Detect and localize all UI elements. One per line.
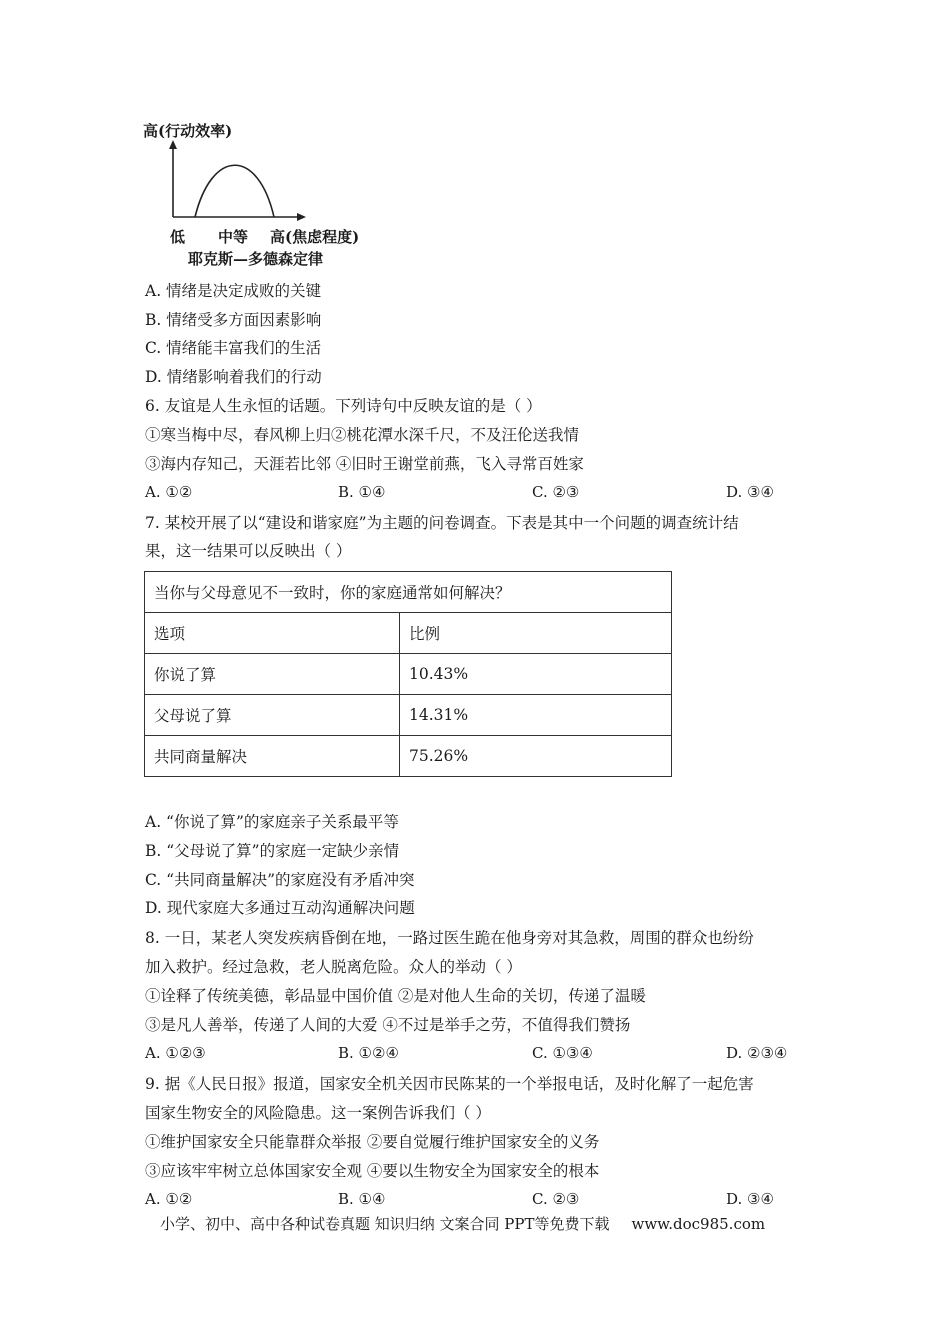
- q9-statement-2: ③应该牢牢树立总体国家安全观 ④要以生物安全为国家安全的根本: [145, 1162, 600, 1180]
- q9-stem-line2: 国家生物安全的风险隐患。这一案例告诉我们（ ）: [145, 1104, 491, 1122]
- page-footer: [160, 1213, 765, 1234]
- q6-statement-2: ③海内存知己，天涯若比邻 ④旧时王谢堂前燕，飞入寻常百姓家: [145, 455, 584, 473]
- q8-options: [145, 1044, 805, 1064]
- q8-stem-line2: 加入救护。经过急救，老人脱离危险。众人的举动（ ）: [145, 958, 522, 976]
- q5-option-d: D. 情绪影响着我们的行动: [145, 368, 322, 386]
- q5-option-b: B. 情绪受多方面因素影响: [145, 311, 322, 329]
- q8-option-b: B. ①②④: [338, 1044, 399, 1062]
- q9-option-d: D. ③④: [726, 1190, 774, 1208]
- q7-stem-line2: 果，这一结果可以反映出（ ）: [145, 542, 352, 560]
- row-option: 你说了算: [145, 654, 400, 695]
- q9-option-c: C. ②③: [532, 1190, 580, 1208]
- q9-stem-line1: 9. 据《人民日报》报道，国家安全机关因市民陈某的一个举报电话，及时化解了一起危害: [145, 1075, 754, 1093]
- q7-option-b: B. “父母说了算”的家庭一定缺少亲情: [145, 842, 400, 860]
- q7-option-a: A. “你说了算”的家庭亲子关系最平等: [145, 813, 399, 831]
- q8-stem-line1: 8. 一日，某老人突发疾病昏倒在地，一路过医生跪在他身旁对其急救，周围的群众也纷纷: [145, 929, 754, 947]
- table-row: [145, 695, 672, 736]
- q9-option-b: B. ①④: [338, 1190, 386, 1208]
- q6-option-a: A. ①②: [145, 483, 193, 501]
- q9-statement-1: ①维护国家安全只能靠群众举报 ②要自觉履行维护国家安全的义务: [145, 1133, 600, 1151]
- q8-option-d: D. ②③④: [726, 1044, 788, 1062]
- row-option: 共同商量解决: [145, 736, 400, 777]
- table-row: [145, 736, 672, 777]
- q7-option-c: C. “共同商量解决”的家庭没有矛盾冲突: [145, 871, 415, 889]
- q5-option-c: C. 情绪能丰富我们的生活: [145, 339, 322, 357]
- header-option: 选项: [145, 613, 400, 654]
- survey-table: [144, 571, 672, 777]
- table-row: [145, 654, 672, 695]
- row-option: 父母说了算: [145, 695, 400, 736]
- efficiency-curve: [195, 165, 274, 217]
- yerkes-dodson-figure: [140, 118, 380, 268]
- header-ratio: 比例: [400, 613, 672, 654]
- q7-option-d: D. 现代家庭大多通过互动沟通解决问题: [145, 899, 415, 917]
- q8-statement-1: ①诠释了传统美德，彰品显中国价值 ②是对他人生命的关切，传递了温暖: [145, 987, 646, 1005]
- table-row: [145, 613, 672, 654]
- q8-statement-2: ③是凡人善举，传递了人间的大爱 ④不过是举手之劳，不值得我们赞扬: [145, 1016, 631, 1034]
- x-label-mid: 中等: [218, 228, 249, 246]
- x-label-high: 高(焦虑程度): [270, 228, 360, 246]
- yerkes-dodson-curve: [140, 138, 380, 228]
- q6-stem: 6. 友谊是人生永恒的话题。下列诗句中反映友谊的是（ ）: [145, 397, 542, 415]
- q6-option-b: B. ①④: [338, 483, 386, 501]
- figure-caption: 耶克斯—多德森定律: [188, 250, 324, 268]
- q6-options: [145, 483, 805, 503]
- footer-text: 小学、初中、高中各种试卷真题 知识归纳 文案合同 PPT等免费下载: [160, 1215, 610, 1233]
- q5-option-a: A. 情绪是决定成败的关键: [145, 282, 322, 300]
- q7-stem-line1: 7. 某校开展了以“建设和谐家庭”为主题的问卷调查。下表是其中一个问题的调查统计结: [145, 514, 739, 532]
- x-axis-arrow: [297, 213, 306, 221]
- q9-options: [145, 1190, 805, 1210]
- row-ratio: 75.26%: [400, 736, 672, 777]
- y-axis-arrow: [169, 140, 177, 149]
- x-label-low: 低: [170, 228, 186, 246]
- q6-option-d: D. ③④: [726, 483, 774, 501]
- q9-option-a: A. ①②: [145, 1190, 193, 1208]
- q8-option-a: A. ①②③: [145, 1044, 206, 1062]
- figure-y-label: 高(行动效率): [143, 122, 233, 140]
- table-row: [145, 572, 672, 613]
- row-ratio: 10.43%: [400, 654, 672, 695]
- figure-x-labels: [140, 226, 380, 246]
- q8-option-c: C. ①③④: [532, 1044, 593, 1062]
- survey-question: 当你与父母意见不一致时，你的家庭通常如何解决？: [145, 572, 672, 613]
- q6-statement-1: ①寒当梅中尽，春风柳上归②桃花潭水深千尺，不及汪伦送我情: [145, 426, 580, 444]
- footer-site: www.doc985.com: [631, 1215, 766, 1233]
- q6-option-c: C. ②③: [532, 483, 580, 501]
- row-ratio: 14.31%: [400, 695, 672, 736]
